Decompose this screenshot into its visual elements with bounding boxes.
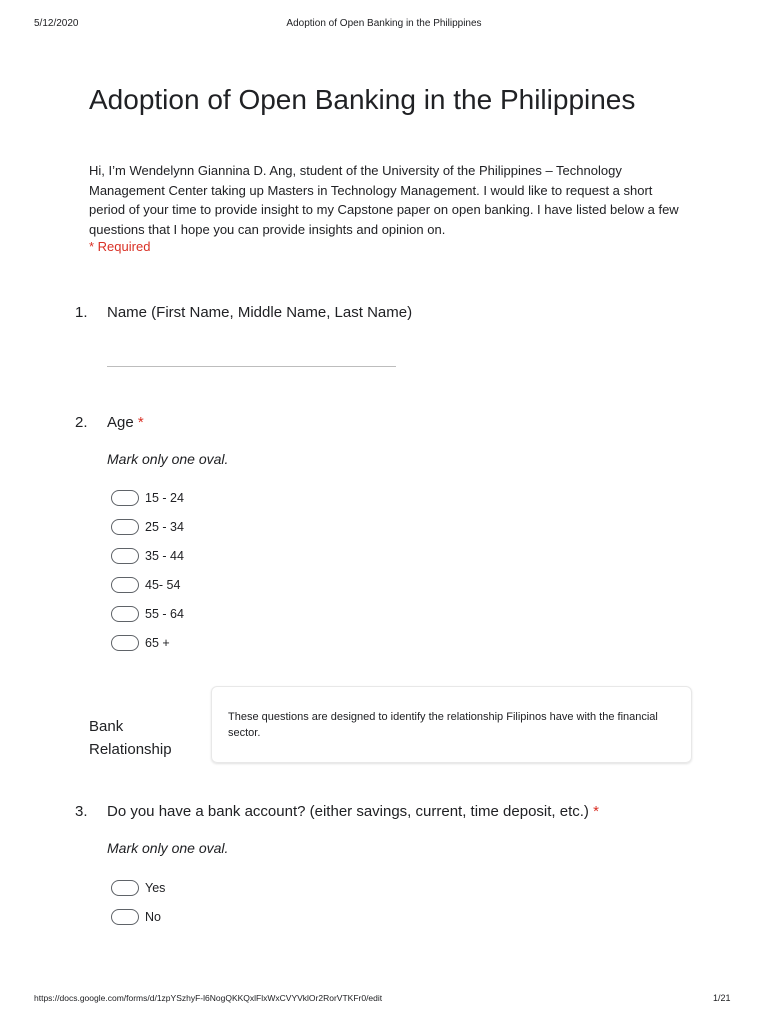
age-option-45-54[interactable] — [111, 575, 180, 595]
age-option-55-64[interactable] — [111, 604, 184, 624]
question-2-label: Age — [107, 414, 134, 431]
section-description-card — [211, 686, 692, 763]
form-description: Hi, I’m Wendelynn Giannina D. Ang, student of the University of the Philippines – Technology Management Center taking up Masters in Technology Management. I would like to request a short period of your time to provide insight to my Capstone paper on open banking. I have listed below a few questions that I hope you can provide insights and opinion on. — [89, 163, 679, 237]
page-number: 1/21 — [713, 993, 731, 1003]
bank-account-option-no[interactable] — [111, 907, 161, 927]
required-note: * Required — [89, 239, 151, 254]
print-date: 5/12/2020 — [34, 18, 79, 29]
question-3-number: 3. — [75, 803, 88, 820]
option-label: 25 - 34 — [145, 520, 184, 534]
age-option-35-44[interactable] — [111, 546, 184, 566]
bank-account-option-yes[interactable] — [111, 878, 165, 898]
option-label: Yes — [145, 881, 166, 895]
option-label: 15 - 24 — [145, 491, 184, 505]
section-title: Bank Relationship — [89, 718, 172, 758]
question-1-number: 1. — [75, 304, 88, 321]
option-label: 35 - 44 — [145, 549, 184, 563]
question-2-number: 2. — [75, 414, 88, 431]
age-option-15-24[interactable] — [111, 488, 184, 508]
footer-url: https://docs.google.com/forms/d/1zpYSzhyF-l6NogQKKQxlFlxWxCVYVklOr2RorVTKFr0/edit — [34, 993, 383, 1003]
question-2-text — [107, 414, 144, 431]
radio-oval[interactable] — [111, 519, 139, 535]
option-label: No — [145, 910, 161, 924]
radio-oval[interactable] — [111, 490, 139, 506]
question-3-hint: Mark only one oval. — [107, 840, 229, 856]
radio-oval[interactable] — [111, 635, 139, 651]
age-option-25-34[interactable] — [111, 517, 184, 537]
name-answer-field[interactable] — [107, 366, 396, 367]
required-asterisk: * — [137, 414, 144, 431]
option-label: 65 + — [145, 636, 170, 650]
radio-oval[interactable] — [111, 606, 139, 622]
question-3-label: Do you have a bank account? (either savings, current, time deposit, etc.) — [107, 803, 589, 820]
form-title: Adoption of Open Banking in the Philippines — [89, 84, 636, 115]
radio-oval[interactable] — [111, 577, 139, 593]
option-label: 55 - 64 — [145, 607, 184, 621]
radio-oval[interactable] — [111, 909, 139, 925]
radio-oval[interactable] — [111, 548, 139, 564]
question-2-hint: Mark only one oval. — [107, 451, 229, 467]
question-3-text — [107, 803, 599, 820]
section-description: These questions are designed to identify the relationship Filipinos have with the financial sector. — [228, 711, 658, 739]
print-header-title: Adoption of Open Banking in the Philippines — [286, 18, 482, 29]
age-option-65-plus[interactable] — [111, 633, 170, 653]
required-asterisk: * — [593, 803, 599, 820]
option-label: 45- 54 — [145, 578, 181, 592]
question-1-text: Name (First Name, Middle Name, Last Name) — [107, 304, 413, 321]
radio-oval[interactable] — [111, 880, 139, 896]
